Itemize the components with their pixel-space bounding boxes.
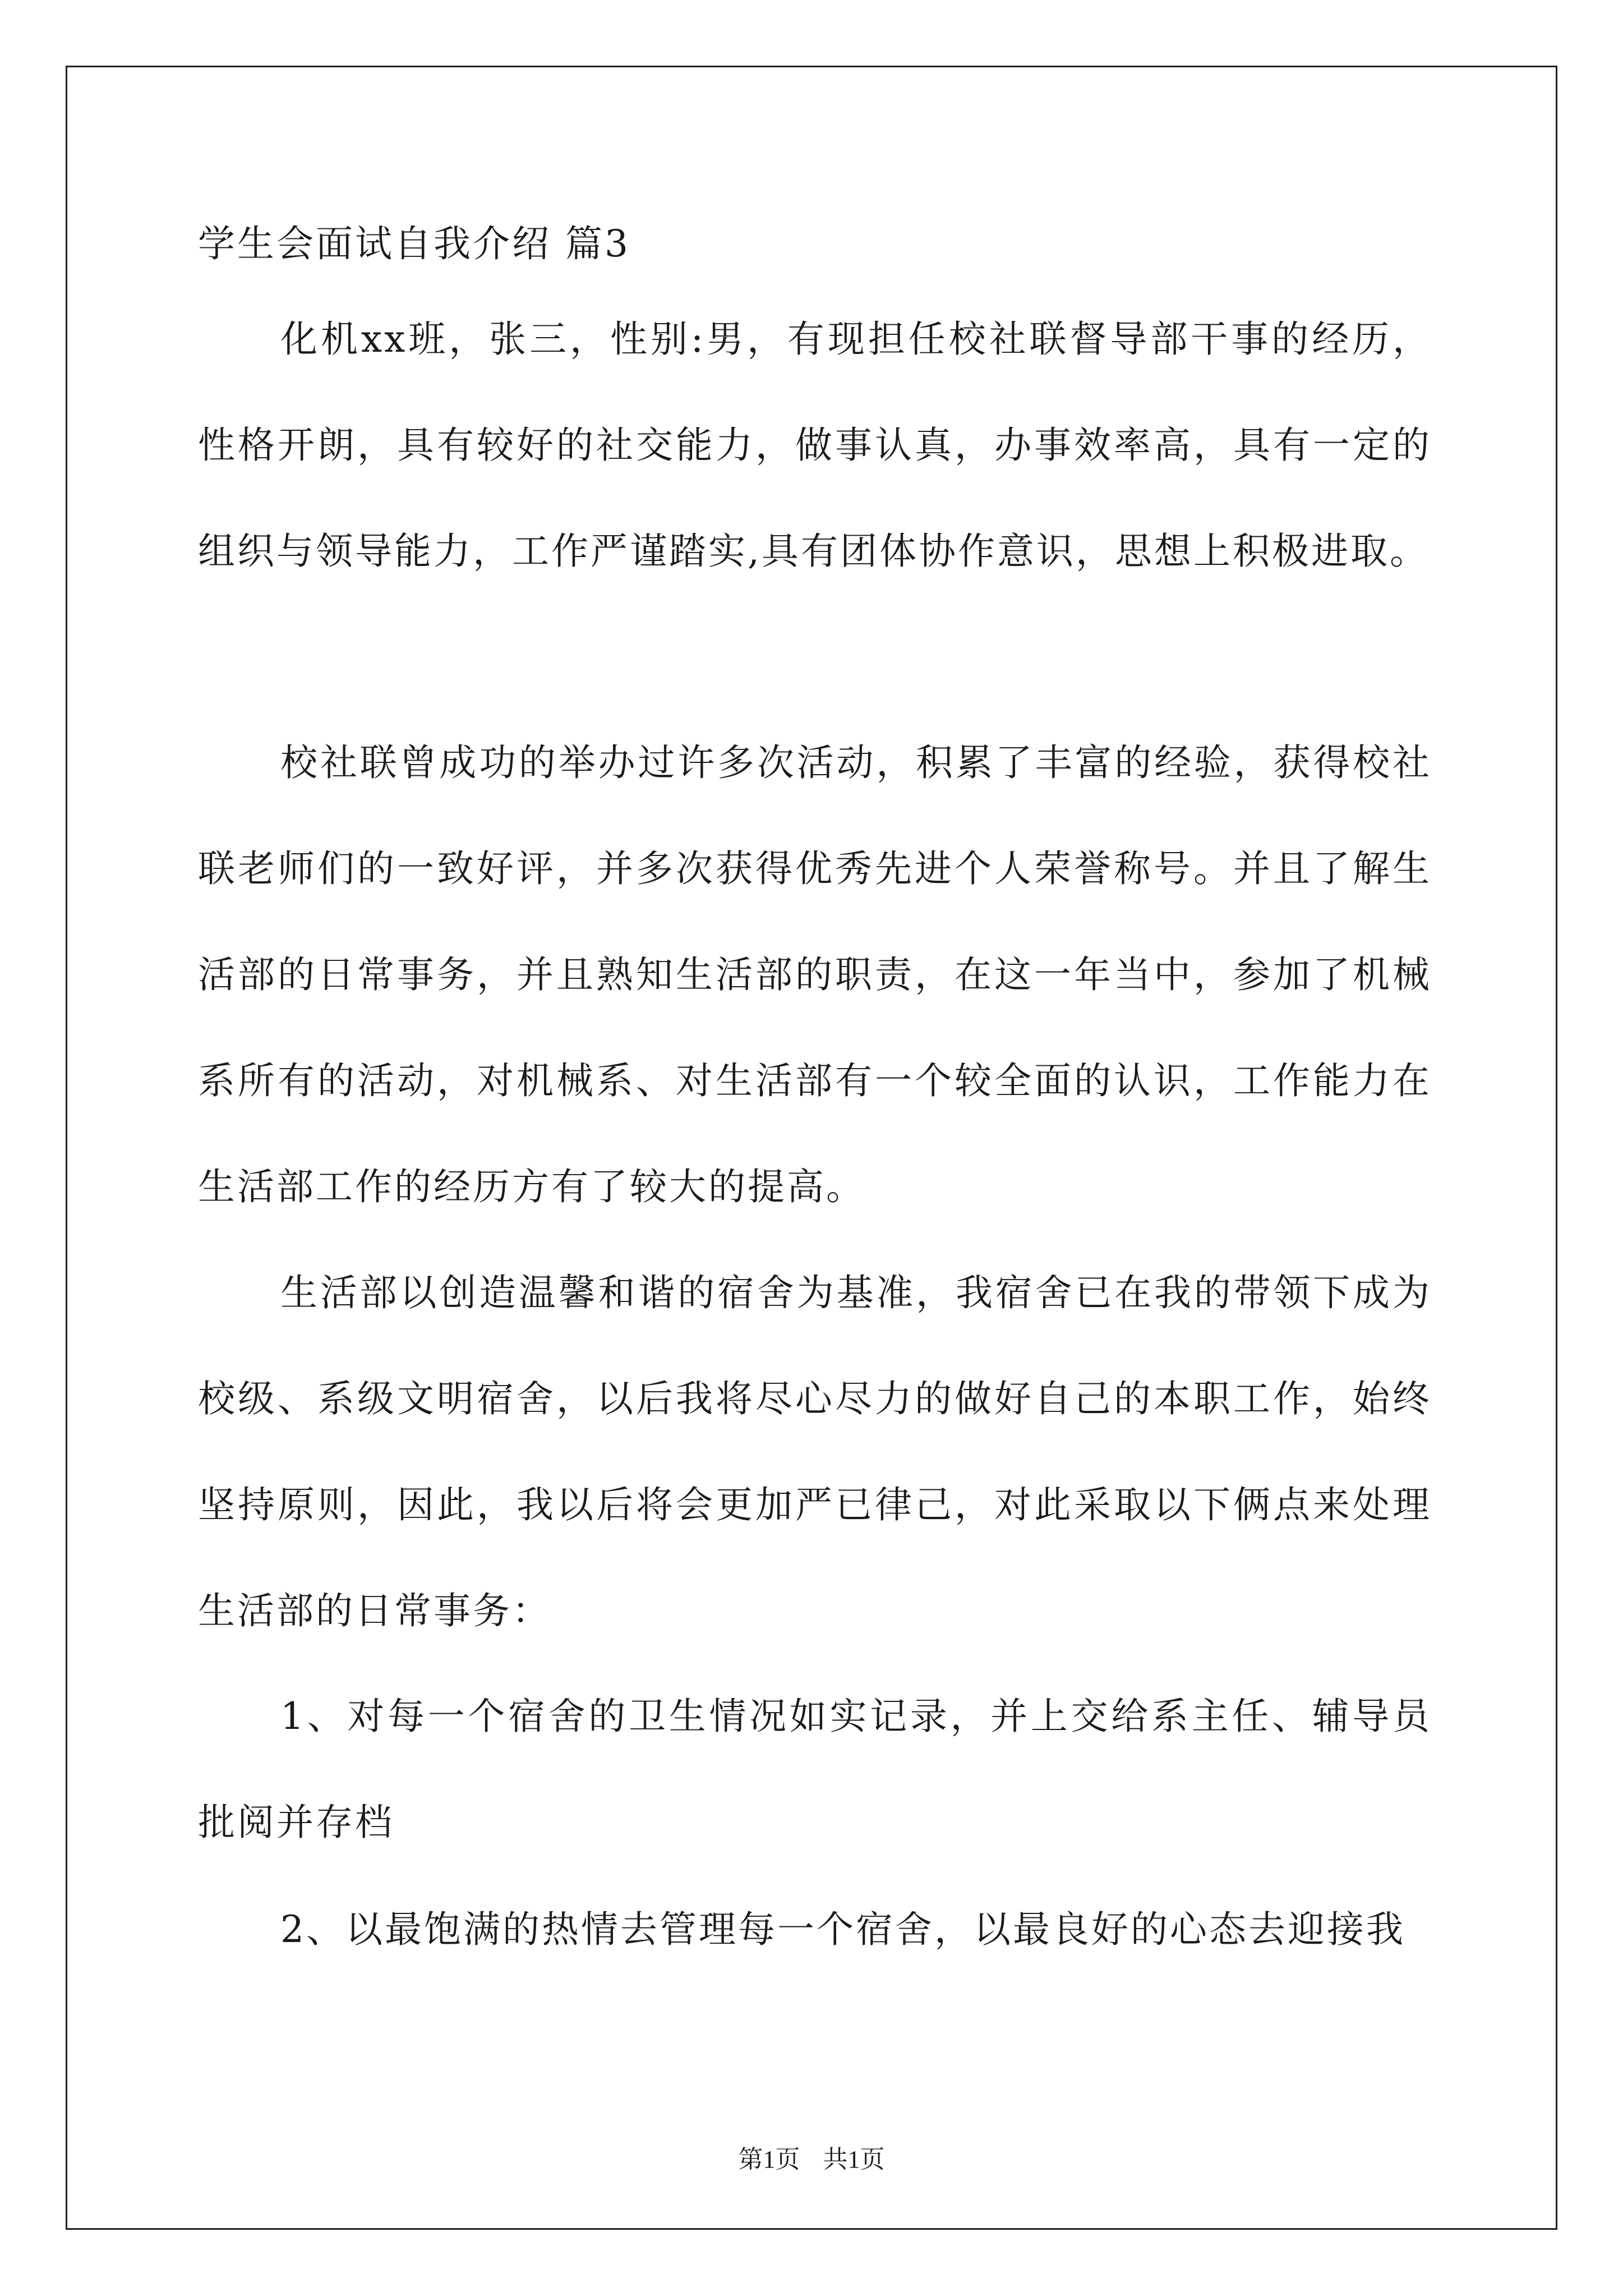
paragraph-3: 生活部以创造温馨和谐的宿舍为基准，我宿舍已在我的带领下成为校级、系级文明宿舍，以后我将尽心尽力的做好自己的本职工作，始终坚持原则，因此，我以后将会更加严已律己，对此采取以下俩点来处理生活部的日常事务： [198, 1271, 1432, 1632]
paragraph-4: 1、对每一个宿舍的卫生情况如实记录，并上交给系主任、辅导员批阅并存档 [198, 1695, 1432, 1844]
document-title: 学生会面试自我介绍 篇3 [198, 222, 630, 265]
paragraph-2: 校社联曾成功的举办过许多次活动，积累了丰富的经验，获得校社联老师们的一致好评，并多次获得优秀先进个人荣誉称号。并且了解生活部的日常事务，并且熟知生活部的职责，在这一年当中，参加了机械系所有的活动，对机械系、对生活部有一个较全面的认识，工作能力在生活部工作的经历方有了较大的提高。 [198, 741, 1432, 1208]
page-number: 第1页 共1页 [738, 2146, 885, 2173]
paragraph-1: 化机xx班，张三，性别:男，有现担任校社联督导部干事的经历，性格开朗，具有较好的社交能力，做事认真，办事效率高，具有一定的组织与领导能力，工作严谨踏实,具有团体协作意识，思想上积极进取。 [198, 318, 1432, 573]
paragraph-5: 2、以最饱满的热情去管理每一个宿舍，以最良好的心态去迎接我 [280, 1908, 1405, 1951]
